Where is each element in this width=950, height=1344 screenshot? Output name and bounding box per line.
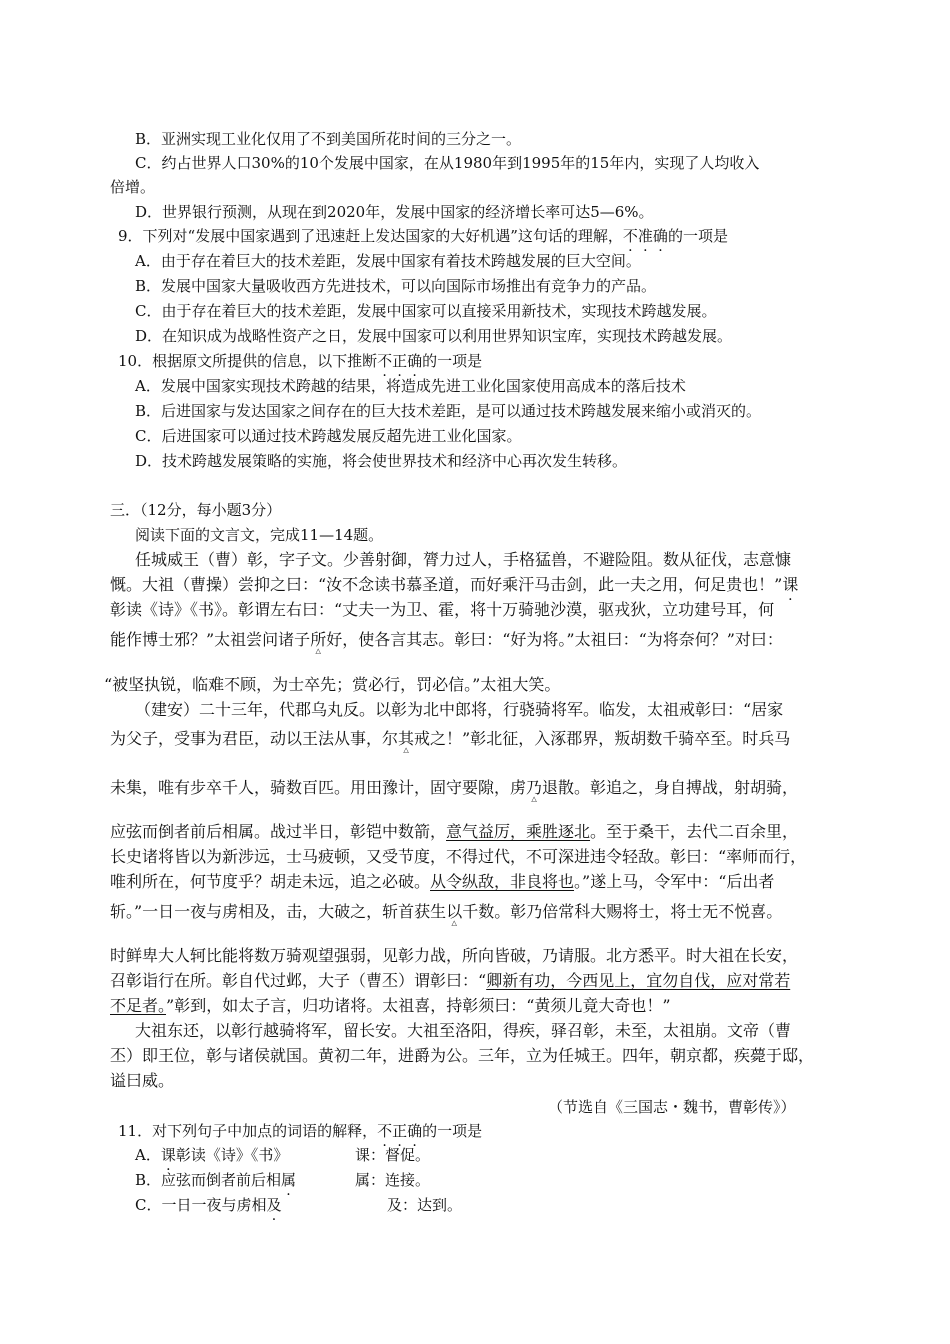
- passage-text: 好，使各言其志。彰曰：“好为将。”太祖曰：“为将奈何？”对曰：: [326, 630, 783, 649]
- marked-word-suo: 所 △: [310, 630, 326, 650]
- passage-line: [110, 575, 798, 595]
- q10-option-a: A．发展中国家实现技术跨越的结果，将造成先进工业化国家使用高成本的落后技术: [135, 377, 686, 395]
- passage-text: 退散。彰追之，身自搏战，射胡骑，: [542, 778, 799, 797]
- dotted-word: 及: [266, 1196, 282, 1214]
- q10-option-b: B．后进国家与发达国家之间存在的巨大技术差距，是可以通过技术跨越发展来缩小或消灭的。: [135, 402, 762, 420]
- section-3-intro: 阅读下面的文言文，完成11—14题。: [135, 526, 384, 544]
- passage-text: 唯利所在，何节度乎？胡走未远，追之必破。: [110, 872, 431, 891]
- q11-option-c-explanation: 及：达到。: [387, 1196, 463, 1214]
- passage-text: 千数。彰乃倍常科大赐将士，将士无不悦喜。: [462, 902, 783, 921]
- q9-option-c: C．由于存在着巨大的技术差距，发展中国家可以直接采用新技术，实现技术跨越发展。: [135, 302, 717, 320]
- passage-line: （建安）二十三年，代郡乌丸反。以彰为北中郎将，行骁骑将军。临发，太祖戒彰曰：“居家: [135, 700, 784, 719]
- passage-line: 长史诸将皆以为新涉远，士马疲顿，又受节度，不得过代，不可深进违令轻敌。彰曰：“率师而行，: [110, 847, 807, 866]
- dotted-word: 属: [281, 1171, 297, 1189]
- passage-line: [110, 971, 790, 991]
- emphasis-char-1: 不: [377, 1122, 393, 1140]
- option-text: B．应弦而倒者前后相: [135, 1171, 282, 1189]
- emphasis-char-2: 准: [637, 227, 653, 245]
- passage-text: 为父子，受事为君臣，动以王法从事，尔: [110, 729, 399, 748]
- q11-option-b: [135, 1170, 296, 1190]
- passage-line: “被坚执锐，临难不顾，为士卒先；赏必行，罚必信。”太祖大笑。: [104, 675, 561, 694]
- q9-option-a: A．由于存在着巨大的技术差距，发展中国家有着技术跨越发展的巨大空间。: [135, 252, 641, 270]
- q9-option-d: D．在知识成为战略性资产之日，发展中国家可以利用世界知识宝库，实现技术跨越发展。: [135, 327, 733, 345]
- q11-option-a: [135, 1145, 288, 1165]
- passage-text: 慨。大祖（曹操）尝抑之曰：“汝不念读书慕圣道，而好乘汗马击剑，此一夫之用，何足贵也！”: [110, 575, 783, 594]
- q9-option-b: B．发展中国家大量吸收西方先进技术，可以向国际市场推出有竞争力的产品。: [135, 277, 657, 295]
- emphasis-char-2: 正: [392, 1122, 408, 1140]
- emphasis-char-3: 确: [652, 227, 668, 245]
- q9-stem: [118, 226, 728, 246]
- passage-text: 应弦而倒者前后相属。战过半日，彰铠中数箭，: [110, 822, 447, 841]
- q11-option-b-explanation: 属：连接。: [355, 1171, 431, 1189]
- emphasis-char-1: 不: [622, 227, 638, 245]
- q10-option-d: D．技术跨越发展策略的实施，将会使世界技术和经济中心再次发生转移。: [135, 452, 628, 470]
- passage-line: [110, 729, 790, 749]
- passage-text: 。”遂上马，令军中：“后出者: [574, 872, 775, 891]
- q11-stem: [118, 1121, 482, 1141]
- passage-text: 召彰诣行在所。彰自代过邺，大子（曹丕）谓彰曰：“: [110, 971, 487, 990]
- q9-stem-text-a: 9．下列对“发展中国家遇到了迅速赶上发达国家的大好机遇”这句话的理解，: [118, 227, 623, 245]
- q11-stem-text-c: 的一项是: [422, 1122, 483, 1140]
- q9-stem-emphasis: [623, 227, 668, 245]
- emphasis-char-2: 正: [392, 352, 408, 370]
- q9-stem-text-c: 的一项是: [667, 227, 728, 245]
- passage-line: [110, 872, 774, 892]
- q8-option-c-line1: C．约占世界人口30%的10个发展中国家，在从1980年到1995年的15年内，实现了人均收入: [135, 154, 760, 172]
- passage-line: 丕）即王位，彰与诸侯就国。黄初二年，进爵为公。三年，立为任城王。四年，朝京都，疾薨于邸，: [110, 1046, 815, 1065]
- dotted-word-ke: 课: [782, 575, 799, 594]
- q10-option-c: C．后进国家可以通过技术跨越发展反超先进工业化国家。: [135, 427, 522, 445]
- q11-stem-emphasis: [377, 1122, 422, 1140]
- q8-option-c-line2: 倍增。: [110, 178, 156, 196]
- underlined-phrase: 不足者。: [110, 996, 167, 1015]
- q11-stem-text-a: 11．对下列句子中加点的词语的解释，: [118, 1122, 378, 1140]
- q10-stem-text-c: 的一项是: [422, 352, 483, 370]
- q11-option-a-explanation: 课：督促。: [355, 1146, 431, 1164]
- passage-text: ”彰到，如太子言，归功诸将。太祖喜，持彰须曰：“黄须儿竟大奇也！”: [166, 996, 671, 1015]
- q10-stem: [118, 351, 482, 371]
- passage-text: 斩。”一日一夜与虏相及，击，大破之，斩首获生: [110, 902, 447, 921]
- q10-stem-text-a: 10．根据原文所提供的信息，以下推断: [118, 352, 378, 370]
- passage-line: [110, 778, 798, 798]
- passage-text: 。至于桑干，去代二百余里，: [590, 822, 799, 841]
- emphasis-char-1: 不: [377, 352, 393, 370]
- q11-option-c: [135, 1195, 282, 1215]
- passage-line: [110, 630, 783, 650]
- passage-line: 彰读《诗》《书》。彰谓左右曰：“丈夫一为卫、霍，将十万骑驰沙漠，驱戎狄，立功建号耳，何: [110, 600, 775, 619]
- underlined-phrase: 从令纵敌，非良将也: [430, 872, 575, 891]
- option-text: C．一日一夜与虏相: [135, 1196, 267, 1214]
- marked-word-qi: 其 △: [398, 729, 414, 749]
- option-text: 彰读《诗》《书》: [175, 1146, 289, 1164]
- q8-option-b: B．亚洲实现工业化仅用了不到美国所花时间的三分之一。: [135, 130, 522, 148]
- emphasis-char-3: 确: [407, 352, 423, 370]
- passage-line: 大祖东还，以彰行越骑将军，留长安。大祖至洛阳，得疾，驿召彰，未至，太祖崩。文帝（曹: [135, 1021, 792, 1040]
- passage-line: 时鲜卑大人轲比能将数万骑观望强弱，见彰力战，所向皆破，乃请服。北方悉平。时大祖在长安，: [110, 946, 799, 965]
- passage-line: [110, 902, 782, 922]
- marked-word-yi: 以 △: [446, 902, 462, 922]
- passage-line: [110, 996, 671, 1016]
- passage-text: 戒之！”彰北征，入涿郡界，叛胡数千骑卒至。时兵马: [414, 729, 791, 748]
- passage-source: （节选自《三国志・魏书，曹彰传》）: [548, 1098, 796, 1116]
- passage-line: [110, 822, 798, 842]
- passage-text: 能作博士邪？”太祖尝问诸子: [110, 630, 311, 649]
- q8-option-d: D．世界银行预测，从现在到2020年，发展中国家的经济增长率可达5—6%。: [135, 203, 654, 221]
- emphasis-char-3: 确: [407, 1122, 423, 1140]
- passage-line: 谥曰威。: [110, 1071, 175, 1090]
- option-label: A．: [135, 1146, 161, 1164]
- underlined-phrase: 意气益厉，乘胜逐北: [446, 822, 591, 841]
- underlined-phrase: 卿新有功，今西见上，宜勿自伐，应对常若: [486, 971, 791, 990]
- passage-line: 任城威王（曹）彰，字子文。少善射御，膂力过人，手格猛兽，不避险阻。数从征伐，志意慷: [135, 550, 792, 569]
- marked-word-nai: 乃 △: [526, 778, 542, 798]
- dotted-word: 课: [160, 1146, 176, 1164]
- section-3-heading: 三．（12分，每小题3分）: [110, 501, 282, 519]
- passage-text: 未集，唯有步卒千人，骑数百匹。用田豫计，固守要隙，虏: [110, 778, 527, 797]
- q10-stem-emphasis: [377, 352, 422, 370]
